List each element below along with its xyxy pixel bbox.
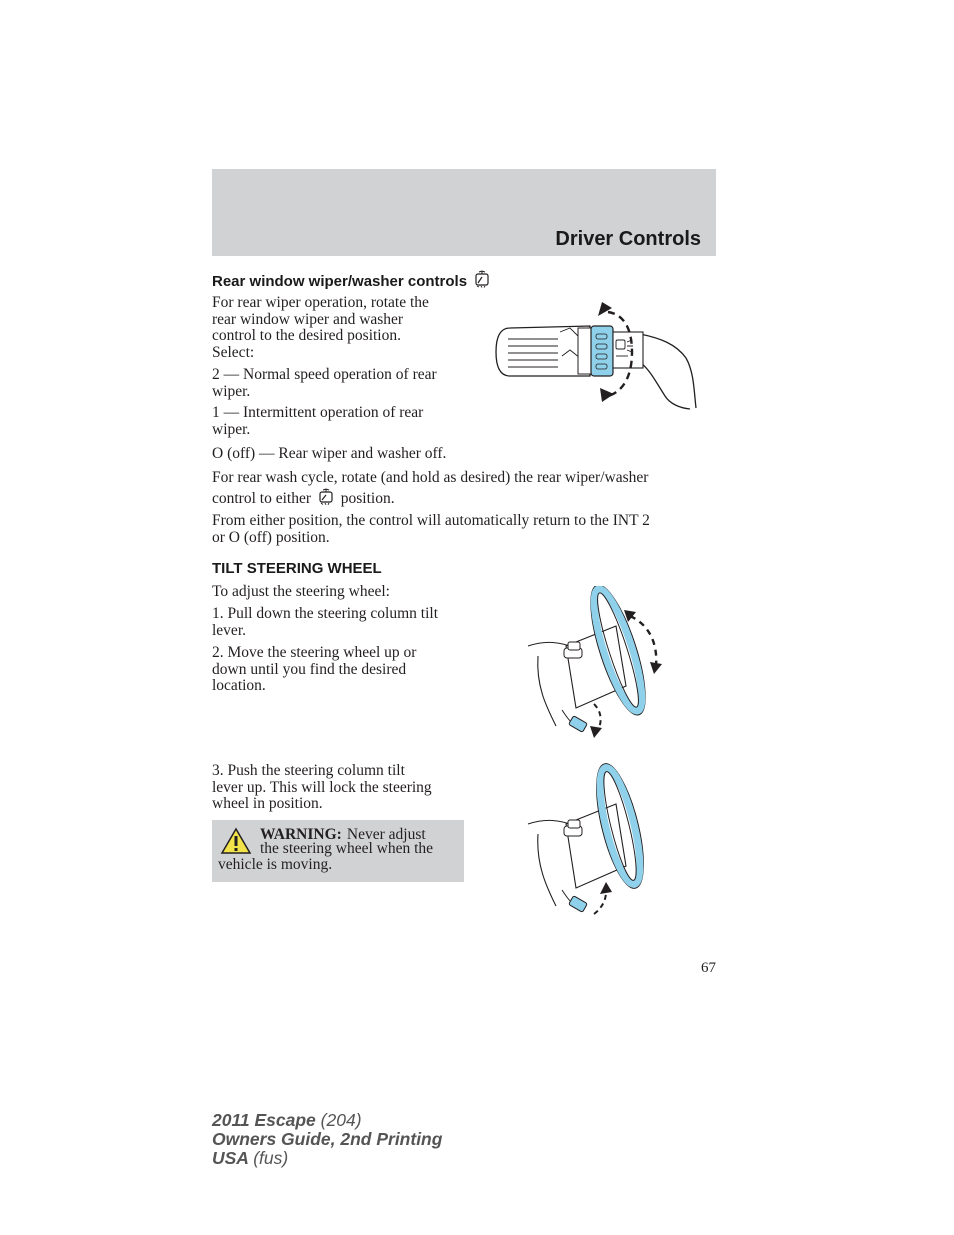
text-segment: control to either (212, 489, 311, 507)
tilt-step-1 (212, 606, 482, 639)
text-line: wiper. (212, 382, 251, 400)
section-title: Driver Controls (555, 228, 701, 250)
rear-wiper-item-1 (212, 405, 482, 438)
text-line: 2 — Normal speed operation of rear (212, 366, 437, 383)
tilt-intro (212, 584, 482, 601)
tilt-step-3 (212, 763, 482, 813)
steering-tilt-down-illustration (526, 586, 671, 738)
text-line: To adjust the steering wheel: (212, 583, 390, 600)
section-header-band (212, 169, 716, 256)
warning-text-line3 (218, 857, 458, 874)
rear-wiper-heading-text: Rear window wiper/washer controls (212, 273, 468, 290)
text-line: down until you find the desired (212, 660, 407, 678)
text-line: lever. (212, 621, 246, 639)
text-line: 2. Move the steering wheel up or (212, 644, 417, 661)
rear-wiper-heading (212, 270, 493, 292)
text-line: 1 — Intermittent operation of rear (212, 404, 424, 421)
footer-model-code: (204) (320, 1110, 362, 1130)
text-line: location. (212, 677, 266, 694)
tilt-step-2 (212, 645, 482, 695)
text-line: For rear wiper operation, rotate the (212, 294, 429, 311)
footer-market-code: (fus) (253, 1148, 289, 1168)
text-line: 3. Push the steering column tilt (212, 762, 405, 779)
text-line: Select: (212, 343, 255, 361)
warning-box (212, 820, 464, 882)
footer (212, 1111, 442, 1168)
text-line: control to the desired position. (212, 327, 401, 344)
rear-return-paragraph (212, 513, 716, 546)
text-line: the steering wheel when the (260, 840, 434, 857)
footer-line-3 (212, 1149, 442, 1168)
text-line: O (off) — Rear wiper and washer off. (212, 445, 447, 462)
text-line (212, 488, 716, 510)
rear-wiper-item-2 (212, 367, 482, 400)
footer-line-1 (212, 1111, 442, 1130)
rear-wiper-item-off (212, 446, 512, 463)
text-line: vehicle is moving. (218, 856, 333, 873)
text-segment: position. (340, 489, 395, 507)
warning-label: WARNING: (260, 826, 342, 843)
rear-washer-icon (317, 488, 335, 510)
footer-model: 2011 Escape (212, 1110, 316, 1130)
tilt-steering-heading: TILT STEERING WHEEL (212, 560, 382, 577)
text-line: From either position, the control will automatically return to the INT 2 (212, 512, 650, 529)
rear-wiper-washer-icon (473, 270, 491, 292)
text-line: 1. Pull down the steering column tilt (212, 605, 439, 622)
rear-wiper-control-illustration (490, 296, 700, 414)
footer-market: USA (212, 1148, 249, 1168)
steering-lock-illustration (526, 762, 671, 920)
text-line: wiper. (212, 420, 251, 438)
text-line: rear window wiper and washer (212, 310, 404, 328)
footer-line-2: Owners Guide, 2nd Printing (212, 1129, 443, 1149)
rear-wiper-intro (212, 295, 482, 361)
warning-text: Never adjust (346, 826, 426, 843)
page-number: 67 (701, 960, 716, 976)
warning-triangle-icon (220, 827, 252, 859)
text-line: or O (off) position. (212, 528, 330, 546)
text-line: wheel in position. (212, 795, 323, 812)
text-line: lever up. This will lock the steering (212, 778, 432, 796)
text-line: For rear wash cycle, rotate (and hold as desired) the rear wiper/washer (212, 469, 649, 486)
rear-wash-paragraph (212, 470, 716, 509)
